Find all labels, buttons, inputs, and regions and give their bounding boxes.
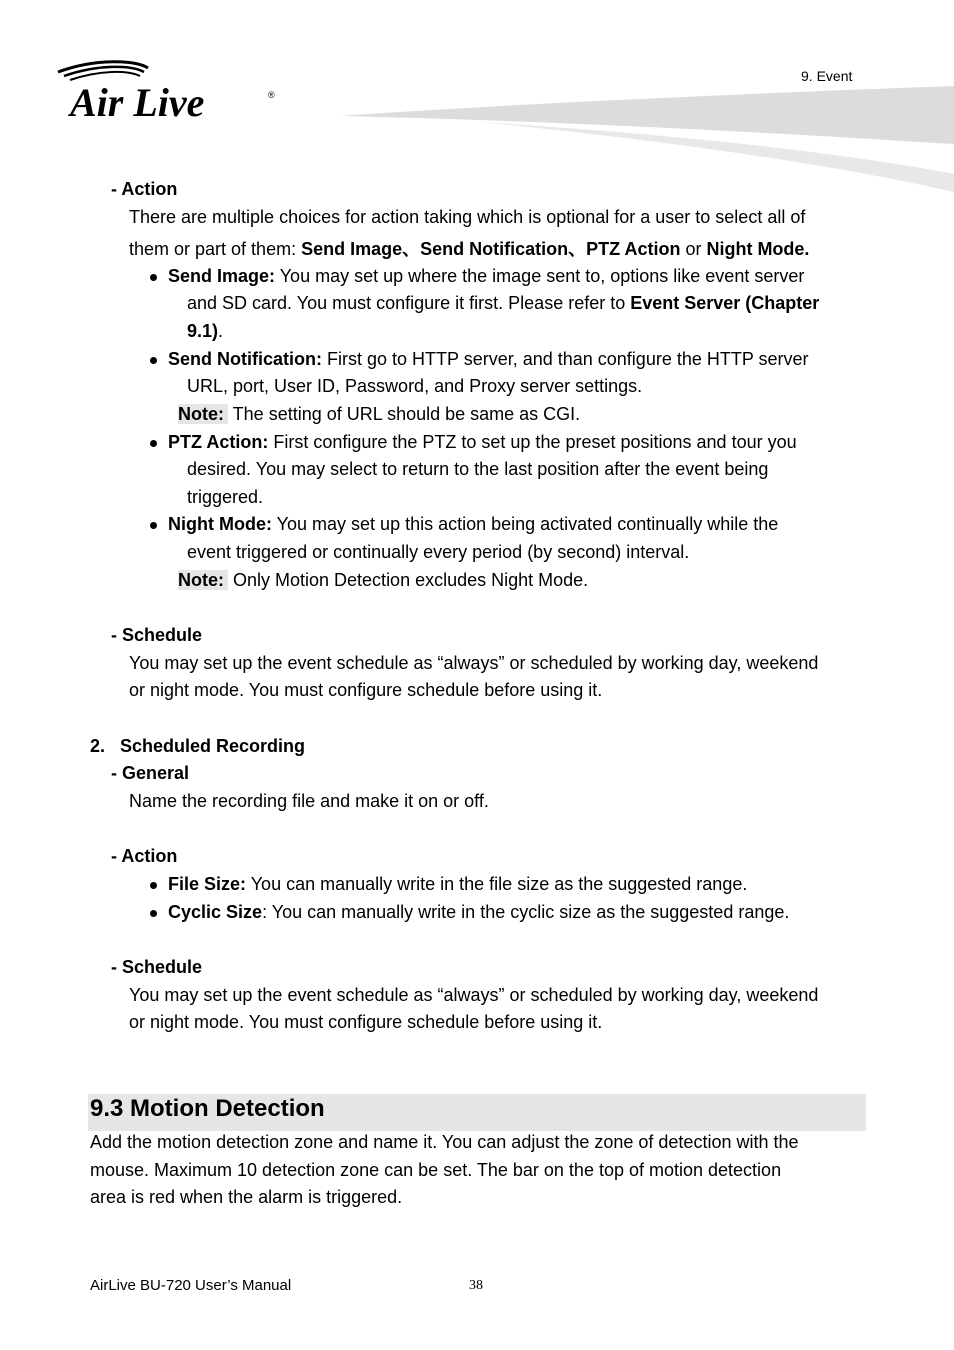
bullet-icon — [150, 910, 157, 917]
schedule-line2: or night mode. You must configure schedule before using it. — [129, 680, 603, 700]
action-heading: - Action — [111, 179, 178, 199]
page-number: 38 — [469, 1278, 483, 1293]
file-size-item: File Size: You can manually write in the file size as the suggested range. — [168, 874, 748, 894]
schedule-heading: - Schedule — [111, 625, 203, 645]
action-paragraph-line2: them or part of them: Send Image、Send Notification、PTZ Action or Night Mode. — [129, 239, 810, 259]
general-text: Name the recording file and make it on or off. — [129, 791, 489, 811]
schedule-line1: You may set up the event schedule as “always” or scheduled by working day, weekend — [129, 653, 819, 673]
bullet-icon — [150, 882, 157, 889]
section-text-line3: area is red when the alarm is triggered. — [90, 1187, 403, 1207]
bullet-icon — [150, 440, 157, 447]
airlive-logo — [56, 58, 286, 122]
svg-text:Air Live: Air Live — [70, 80, 205, 122]
ptz-action-line3: triggered. — [187, 487, 264, 507]
section-text-line2: mouse. Maximum 10 detection zone can be set. The bar on the top of motion detection — [90, 1160, 782, 1180]
scheduled-recording-title: Scheduled Recording — [120, 736, 306, 756]
cyclic-size-item: Cyclic Size: You can manually write in the cyclic size as the suggested range. — [168, 902, 790, 922]
night-mode-line2: event triggered or continually every period (by second) interval. — [187, 542, 690, 562]
chapter-label: 9. Event — [801, 68, 853, 84]
recording-schedule-line2: or night mode. You must configure schedule before using it. — [129, 1012, 603, 1032]
action-paragraph-line1: There are multiple choices for action taking which is optional for a user to select all of — [129, 207, 806, 227]
section-title: 9.3 Motion Detection — [90, 1095, 325, 1122]
bullet-icon — [150, 522, 157, 529]
send-image-line3: 9.1). — [187, 321, 224, 341]
send-image-line2: and SD card. You must configure it first. Please refer to Event Server (Chapter — [187, 293, 820, 313]
recording-action-heading: - Action — [111, 846, 178, 866]
bullet-icon — [150, 357, 157, 364]
section-text-line1: Add the motion detection zone and name it. You can adjust the zone of detection with the — [90, 1132, 799, 1152]
scheduled-recording-number: 2. — [90, 736, 106, 756]
night-mode-line1: Night Mode: You may set up this action being activated continually while the — [168, 514, 779, 534]
bullet-icon — [150, 274, 157, 281]
ptz-action-line2: desired. You may select to return to the last position after the event being — [187, 459, 769, 479]
svg-text:®: ® — [268, 90, 275, 100]
ptz-action-line1: PTZ Action: First configure the PTZ to set up the preset positions and tour you — [168, 432, 797, 452]
send-notification-line1: Send Notification: First go to HTTP server, and than configure the HTTP server — [168, 349, 809, 369]
recording-schedule-line1: You may set up the event schedule as “always” or scheduled by working day, weekend — [129, 985, 819, 1005]
note-night-mode: Note: Only Motion Detection excludes Night Mode. — [178, 570, 589, 590]
general-heading: - General — [111, 763, 190, 783]
note-url: Note: The setting of URL should be same as CGI. — [178, 404, 581, 424]
send-notification-line2: URL, port, User ID, Password, and Proxy server settings. — [187, 376, 643, 396]
footer-manual-title: AirLive BU-720 User’s Manual — [90, 1277, 292, 1294]
header-swoosh — [340, 82, 954, 194]
recording-schedule-heading: - Schedule — [111, 957, 203, 977]
send-image-line1: Send Image: You may set up where the image sent to, options like event server — [168, 266, 805, 286]
